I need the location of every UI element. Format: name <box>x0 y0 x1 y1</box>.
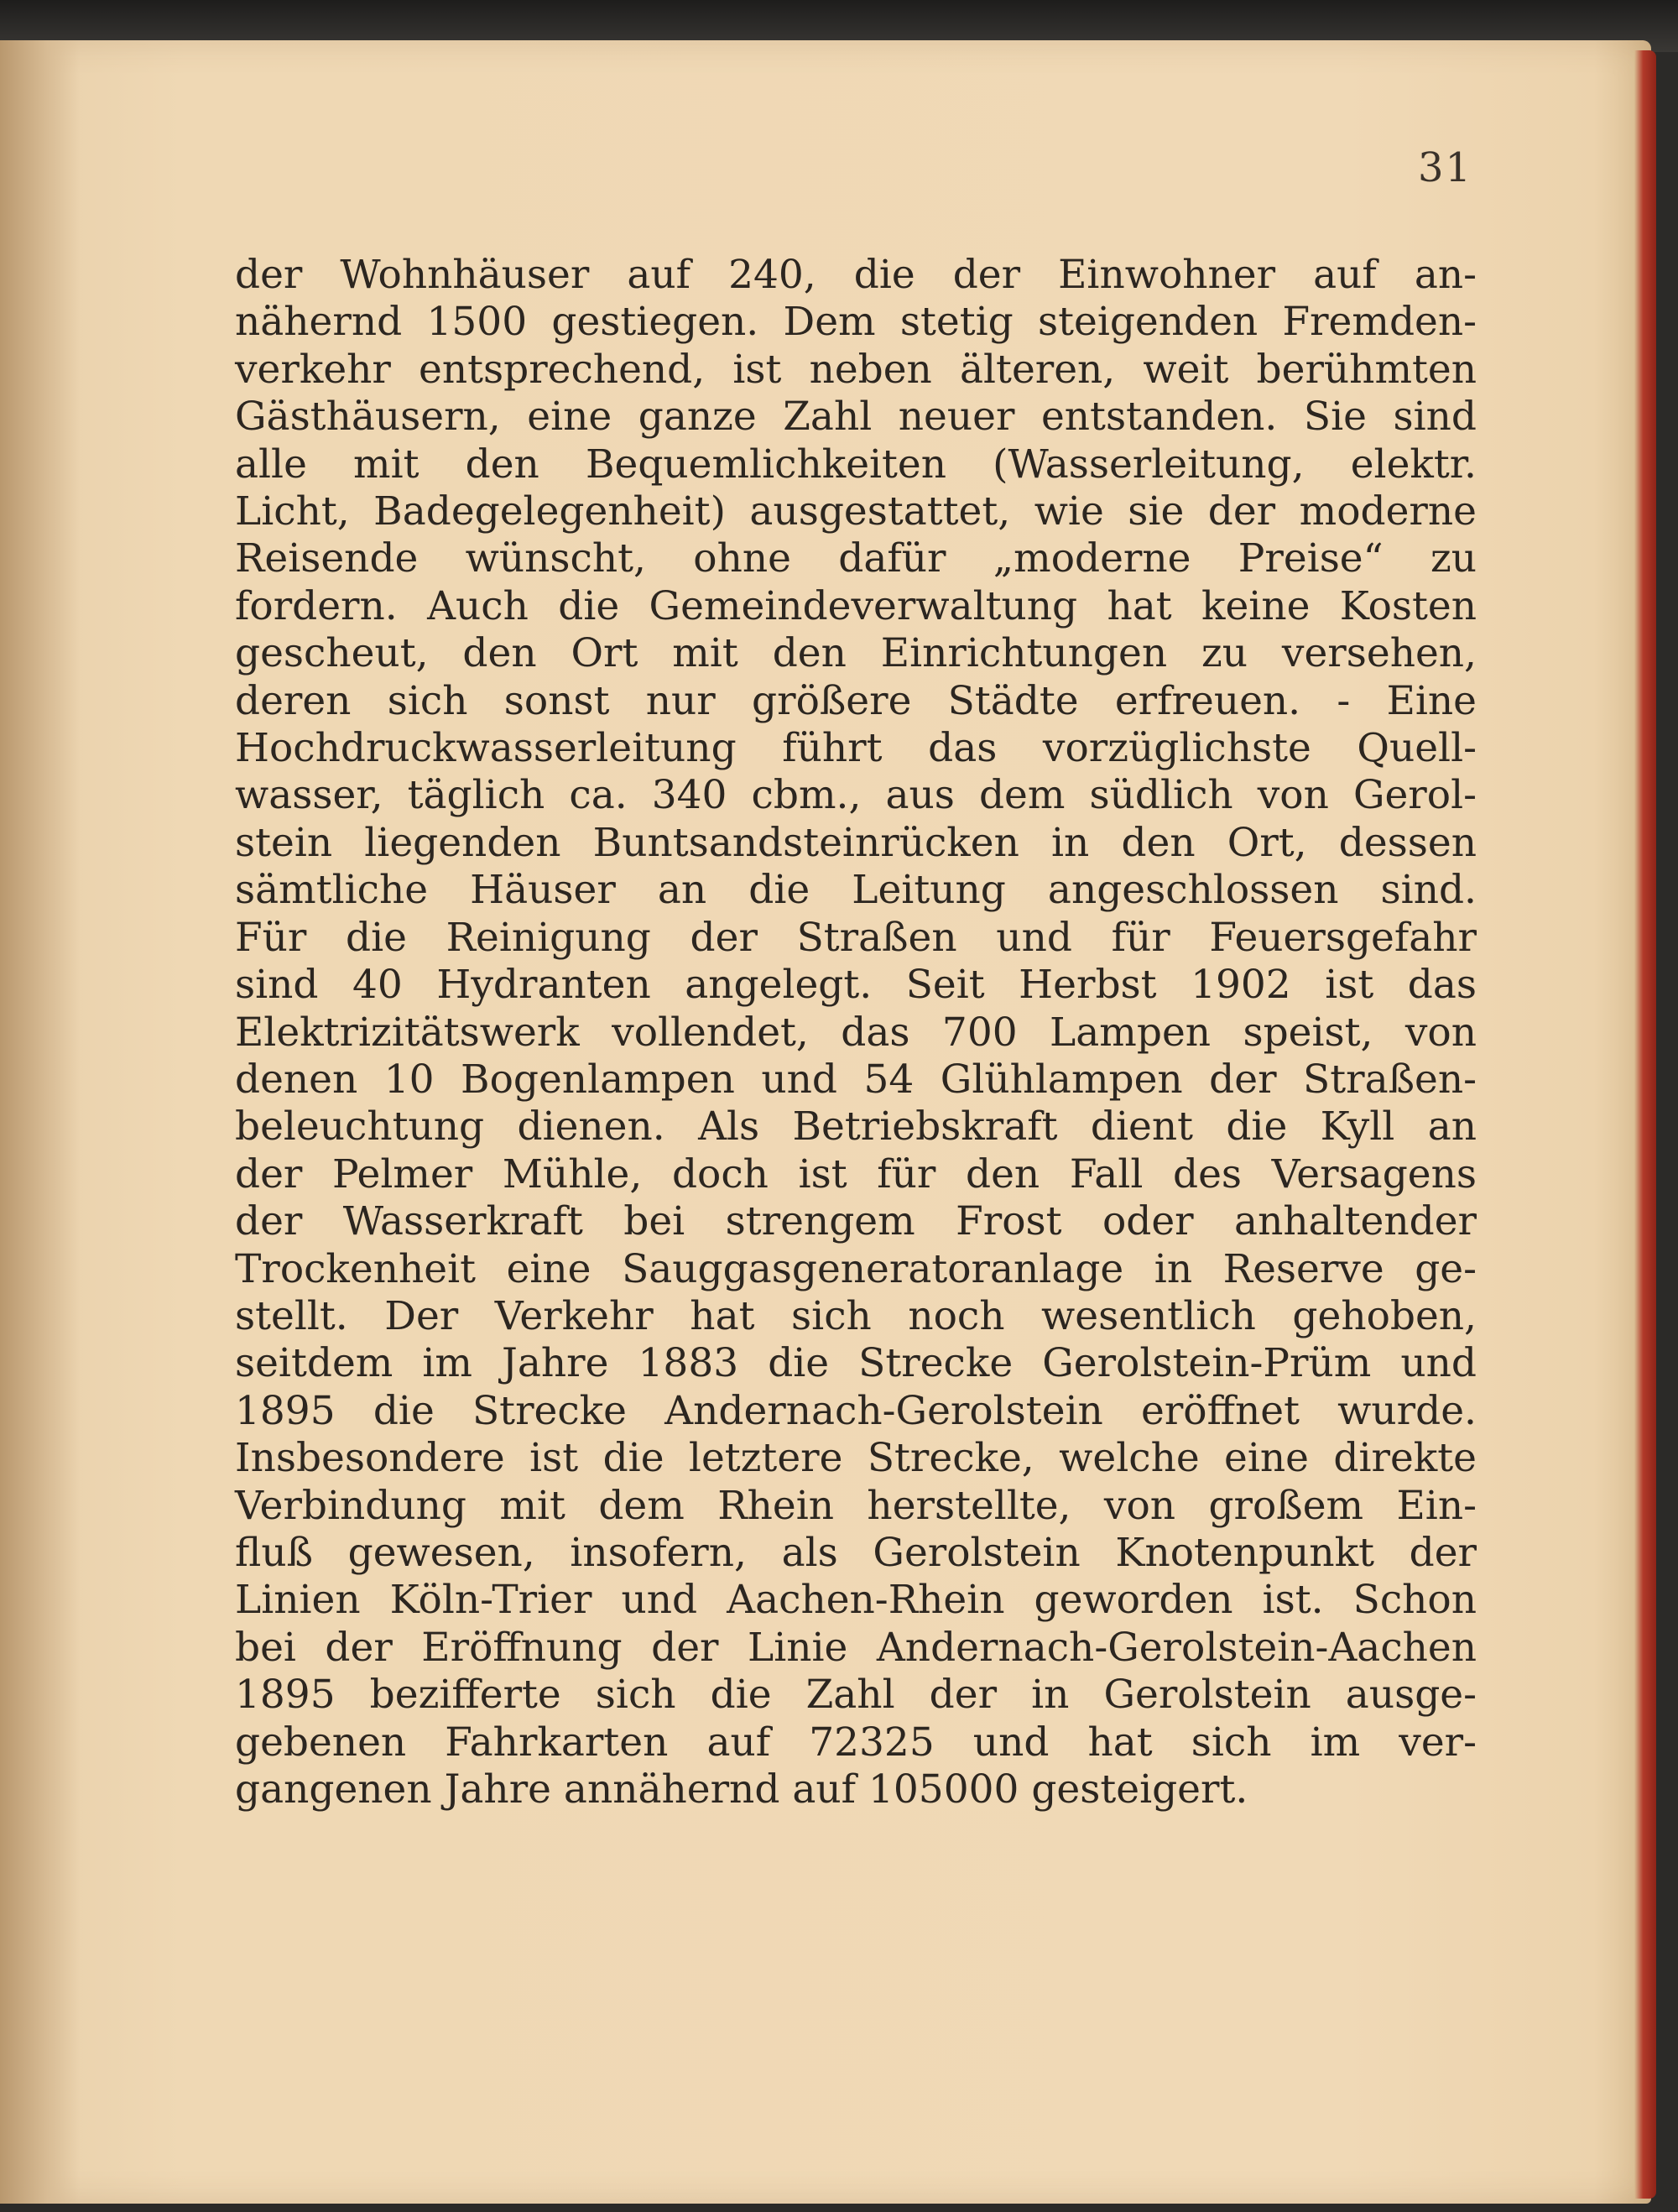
text-line: wasser, täglich ca. 340 cbm., aus dem südlich von Gerol- <box>235 772 1477 819</box>
text-line: Gästhäusern, eine ganze Zahl neuer entstanden. Sie sind <box>235 394 1477 441</box>
text-line: gescheut, den Ort mit den Einrichtungen zu versehen, <box>235 630 1477 677</box>
text-line: alle mit den Bequemlichkeiten (Wasserleitung, elektr. <box>235 441 1477 488</box>
text-line: Linien Köln-Trier und Aachen-Rhein geworden ist. Schon <box>235 1577 1477 1624</box>
text-line: seitdem im Jahre 1883 die Strecke Gerolstein-Prüm und <box>235 1340 1477 1387</box>
text-line: Licht, Badegelegenheit) ausgestattet, wie sie der moderne <box>235 488 1477 535</box>
text-line: fluß gewesen, insofern, als Gerolstein Knotenpunkt der <box>235 1529 1477 1576</box>
body-text <box>235 252 1477 1813</box>
text-line: Verbindung mit dem Rhein herstellte, von großem Ein- <box>235 1482 1477 1529</box>
text-line: gebenen Fahrkarten auf 72325 und hat sich im ver- <box>235 1719 1477 1766</box>
text-line: deren sich sonst nur größere Städte erfreuen. - Eine <box>235 677 1477 724</box>
text-line: fordern. Auch die Gemeindeverwaltung hat keine Kosten <box>235 582 1477 629</box>
page-number: 31 <box>1418 144 1473 191</box>
book-gutter <box>0 40 80 2204</box>
text-line: nähernd 1500 gestiegen. Dem stetig steigenden Fremden- <box>235 299 1477 346</box>
text-line: Insbesondere ist die letztere Strecke, welche eine direkte <box>235 1435 1477 1482</box>
text-line: verkehr entsprechend, ist neben älteren, weit berühmten <box>235 346 1477 393</box>
text-line: Trockenheit eine Sauggasgeneratoranlage in Reserve ge- <box>235 1245 1477 1292</box>
text-line: sämtliche Häuser an die Leitung angeschlossen sind. <box>235 867 1477 914</box>
text-line: der Wasserkraft bei strengem Frost oder anhaltender <box>235 1198 1477 1245</box>
text-line: sind 40 Hydranten angelegt. Seit Herbst 1902 ist das <box>235 962 1477 1009</box>
text-line: stellt. Der Verkehr hat sich noch wesentlich gehoben, <box>235 1292 1477 1339</box>
red-page-edge <box>1634 50 1656 2199</box>
text-line: denen 10 Bogenlampen und 54 Glühlampen der Straßen- <box>235 1056 1477 1103</box>
text-line: beleuchtung dienen. Als Betriebskraft dient die Kyll an <box>235 1103 1477 1150</box>
text-line: Hochdruckwasserleitung führt das vorzüglichste Quell- <box>235 725 1477 772</box>
text-line: Für die Reinigung der Straßen und für Feuersgefahr <box>235 914 1477 961</box>
text-line: gangenen Jahre annähernd auf 105000 gesteigert. <box>235 1766 1248 1813</box>
text-line: Reisende wünscht, ohne dafür „moderne Preise“ zu <box>235 535 1477 582</box>
text-line: 1895 bezifferte sich die Zahl der in Gerolstein ausge- <box>235 1672 1477 1719</box>
text-line: der Pelmer Mühle, doch ist für den Fall des Versagens <box>235 1150 1477 1197</box>
text-line: stein liegenden Buntsandsteinrücken in den Ort, dessen <box>235 819 1477 866</box>
text-line: bei der Eröffnung der Linie Andernach-Gerolstein-Aachen <box>235 1624 1477 1671</box>
text-line: Elektrizitätswerk vollendet, das 700 Lampen speist, von <box>235 1009 1477 1056</box>
text-line: der Wohnhäuser auf 240, die der Einwohner auf an- <box>235 252 1477 298</box>
text-line: 1895 die Strecke Andernach-Gerolstein eröffnet wurde. <box>235 1387 1477 1434</box>
